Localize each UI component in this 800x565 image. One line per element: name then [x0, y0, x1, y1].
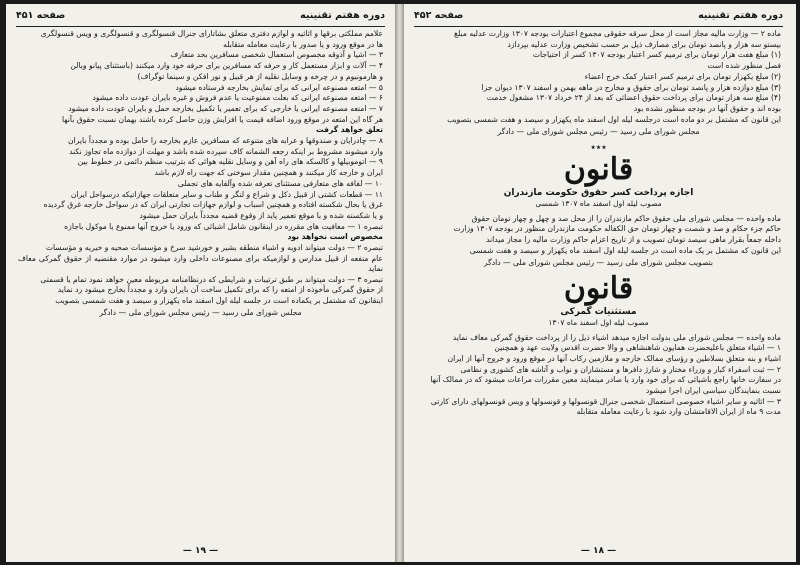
- text-line: وارد میشوند مشروط بر اینکه رجعه الشمانه کاف سپرده شده باشد و مهلت از دوازده ماه تجاوز نکند: [69, 146, 383, 156]
- text-line: ۳ — اشیا و آذوقه مخصوص استعمال شخصی مسافرین بحد متعارف: [170, 50, 383, 60]
- text-line: حاکم جزء حکام و صد و شصت و چهار تومان حق الکفاله حکومت مازندران منظور در بودجه ۱۳۰۷ وزارت: [453, 224, 781, 234]
- text-line: تعلق خواهد گرفت: [315, 125, 383, 135]
- text-line: ۸ — چادرایان و صندوقها و عرابه های متنوعه که مسافرین عازم بخارجه را حامل بوده و مجدداً بایران: [68, 136, 383, 146]
- signature-line: مجلس شورای ملی رسید — رئیس مجلس شورای ملی — دادگر: [99, 308, 302, 318]
- text-line: (۲) مبلغ یکهزار تومان برای ترمیم کسر اعتبار کمک خرج اعضاء: [584, 71, 781, 81]
- right-header-title: دوره هفتم تقنینیه: [698, 10, 783, 21]
- text-line: و یا شکسته شده و با موقع تعمیر پاید از وقوع قضیه مجدداً بایران حمل میشود: [139, 210, 383, 220]
- left-page-body: [18, 29, 383, 322]
- text-line: ۵ — امتعه مصنوعه ایرانی که برای تمایش بخارجه فرستاده میشود: [175, 82, 383, 92]
- text-line: ۷ — امتعه مصنوعه ایرانی یا خارجی که برای تعمیر یا تکمیل بخارجه حمل و بایران عودت داده میشود: [68, 103, 383, 113]
- text-line: اشیاء و بنه متعلق بسلاطین و رؤسای ممالک خارجه و ملازمین رکاب آنها در موقع ورود و خروج آنها از ایران: [447, 353, 781, 363]
- text-line: نسبت بنمایندگان سیاسی ایران اجرا میشود: [645, 386, 781, 396]
- left-page-header: [16, 10, 385, 27]
- text-line: ۱۰ — لفافه های متعارفی مستثنای تعرفه شده وآلفایه های تجملی: [177, 178, 383, 188]
- text-line: ها در موقع ورود و یا صدور با رعایت معامله متقابله: [223, 39, 383, 49]
- right-page-body: [416, 29, 781, 418]
- text-line: فصل منظور شده است: [707, 61, 781, 71]
- text-line: مدت ۹ ماه از ایران الاقامتشان وارد شود با رعایت معامله متقابله: [576, 407, 781, 417]
- text-line: بوده اند و حقوق آنها در بودجه منظور نشده بود: [633, 103, 781, 113]
- text-line: ۲ — ثبت اسفراء کبار و وزراء مختار و شارژ دافرها و مستشاران و نواب و آتاشه های کشوری و نظامی: [460, 364, 781, 374]
- text-line: مخصوص است نخواهد بود: [287, 232, 383, 242]
- law-title: قانون: [563, 271, 634, 307]
- text-line: ۱ — اشیاء متعلق باعلیحضرت همایون شاهنشاهی و والا حضرت اقدس ولایت عهد و همچنین: [494, 343, 781, 353]
- left-page-number: — ۱۹ —: [182, 546, 219, 556]
- text-line: تبصره ۳ — دولت میتواند بر طبق ترتیبات و شرایطی که درنظامنامه مربوطه معین خواهد نمود تمام یا قسمتی: [40, 274, 383, 284]
- law-subtitle: مستثنیات گمرکی: [560, 307, 637, 318]
- book-spread: [6, 4, 796, 562]
- text-line: ۱۱ — قطعات کشتی از قبیل دکل و شراع و لنگر و طناب و سایر متعلقات جهازاتیکه درسواحل ایران: [70, 189, 383, 199]
- right-page-header: [414, 10, 783, 27]
- section-separator-stars: ٭٭٭: [590, 142, 607, 154]
- text-line: عام منفعه از قبیل مدارس و لوازمیکه برای مصنوعات داخلی وارد میشود در موارد مقتضیه از حقوق گمرکی معاف نماید: [18, 253, 383, 273]
- text-line: ۶ — امتعه مصنوعه ایرانی که بعلت ممنوعیت یا عدم فروش و غیره بایران عودت داده میشود: [92, 93, 383, 103]
- text-line: هر گاه این امتعه در موقع ورود اضافه قیمت یا افزایش وزن حاصل کرده باشند بهمان نسبت حقوق بآنها: [61, 114, 383, 124]
- right-page: [404, 4, 793, 562]
- law-title: قانون: [563, 152, 634, 188]
- book-gutter: [395, 4, 404, 562]
- text-line: تبصره ۲ — دولت میتواند ادویه و اشیاء منطقه بشیر و خورشید سرخ و مؤسسات صحیه و خیریه و مؤسسات: [45, 243, 383, 253]
- left-page: [6, 4, 396, 562]
- signature-line: مجلس شورای ملی رسید — رئیس مجلس شورای ملی — دادگر: [497, 126, 700, 136]
- text-line: اینقانون که مشتمل بر یکماده است در جلسه لیله اول اسفند ماه یکهزار و سیصد و هفت شمسی بتصویب: [55, 296, 383, 306]
- text-line: ماده واحده — مجلس شورای ملی حقوق حاکم مازندران را از محل صد و چهل و چهار تومان حقوق: [471, 213, 781, 223]
- text-line: تبصره ۱ — معافیت های مقرره در اینقانون شامل اشیائی که ورود یا خروج آنها ممنوع یا موکول باجازه: [64, 221, 383, 231]
- left-header-title: دوره هفتم تقنینیه: [300, 10, 385, 21]
- text-line: علامم مملکتی برقها و اثاثیه و لوازم دفتری متعلق بشاتارای جنرال قنسولگری و قنسولگری و ویس قنسولگری: [40, 29, 383, 38]
- text-line: ایران و خارجه کار میکنند و همچنین مقدار سوختی که جهت راه لازم باشد: [154, 168, 383, 178]
- text-line: داخله جمعاً بقرار ماهی سیصد تومان تصویب و از تاریخ اعزام حاکم وزارت مالیه را مجاز میداند: [486, 235, 781, 245]
- text-line: در سفارت خانها راجع باشیائی که برای خود وارد یا صادر مینمایند معین مقررات مراعات میشود که در ممالک آنها: [430, 375, 781, 385]
- text-line: غرق یا بحال شکسته افتاده و همچنین اسباب و لوازم جهازات تجارتی ایران که در سواحل خارجه غرق گردیده: [43, 200, 383, 210]
- right-page-number: — ۱۸ —: [580, 546, 617, 556]
- text-line: ۳ — اثاثیه و سایر اشیاء خصوصی استعمال شخصی جنرال قونسولها و قونسولها و ویس قونسولهای دارای کارتی: [430, 396, 781, 406]
- right-header-page-label: صفحه ۴۵۲: [414, 10, 464, 21]
- text-line: (۴) مبلغ سه هزار تومان برای پرداخت حقوق اعضائی که بعد از ۲۴ خرداد ۱۳۰۷ مشغول خدمت: [486, 93, 781, 103]
- text-line: از حقوق گمرکی مأخوذه از امتعه را که برای تکمیل ساخت آن بایران وارد و مجدداً بخارج میشود رد نماید: [57, 285, 383, 295]
- text-line: ماده واحده — مجلس شورای ملی بدولت اجازه میدهد اشیاء ذیل را از پرداخت حقوق گمرکی معاف نماید: [452, 332, 781, 342]
- text-line: (۳) مبلغ دوازده هزار و پانصد تومان برای حقوق و مخارج در ماهه بهمن و اسفند ۱۳۰۷ دیوان جزا: [481, 82, 781, 92]
- text-line: ۹ — اتوموبیلها و کالسکه های راه آهن و وسایل نقلیه هوائی که بترتیب منظم دائمی در خطوط بین: [77, 157, 383, 167]
- law-date: مصوب لیله اول اسفند ماه ۱۳۰۷ شمسی: [535, 199, 662, 209]
- text-line: ماده ۲ — وزارت مالیه مجاز است از محل سرقه حقوقی مجموع اعتبارات بودجه ۱۳۰۷ وزارت عدلیه مبلغ: [453, 29, 781, 38]
- text-line: ۴ — آلات و ابزار مستعمل کار و حرفه که مسافرین برای حرفه خود وارد میکنند (باستثنای پیانو ویالن: [70, 61, 383, 71]
- text-line: این قانون که مشتمل بر دو ماده است درجلسه لیله اول اسفند ماه یکهزار و سیصد و هفت شمسی بتصویب: [447, 114, 781, 124]
- signature-line: بتصویب مجلس شورای ملی رسید — رئیس مجلس شورای ملی — دادگر: [483, 257, 714, 267]
- text-line: بیستو سه هزار و پانصد تومان برای مصارف ذیل بر حسب تشخیص وزارت عدلیه بپردازد: [507, 39, 781, 49]
- law-subtitle: اجازه پرداخت کسر حقوق حکومت مازندران: [503, 188, 694, 199]
- law-date: مصوب لیله اول اسفند ماه ۱۳۰۷: [548, 318, 649, 328]
- text-line: این قانون که مشتمل بر یک ماده است در جلسه لیله اول اسفند ماه یکهزار و سیصد و هفت شمسی: [469, 245, 781, 255]
- left-header-page-label: صفحه ۴۵۱: [16, 10, 66, 21]
- text-line: (۱) مبلغ هفت هزار تومان برای ترمیم کسر اعتبار بودجه ۱۳۰۷ کسر از احتیاجات: [532, 50, 781, 60]
- text-line: و هارمونیوم و در چرخه و وسایل نقلیه از هر قبیل و نور افکن و سینما توگراف): [137, 71, 383, 81]
